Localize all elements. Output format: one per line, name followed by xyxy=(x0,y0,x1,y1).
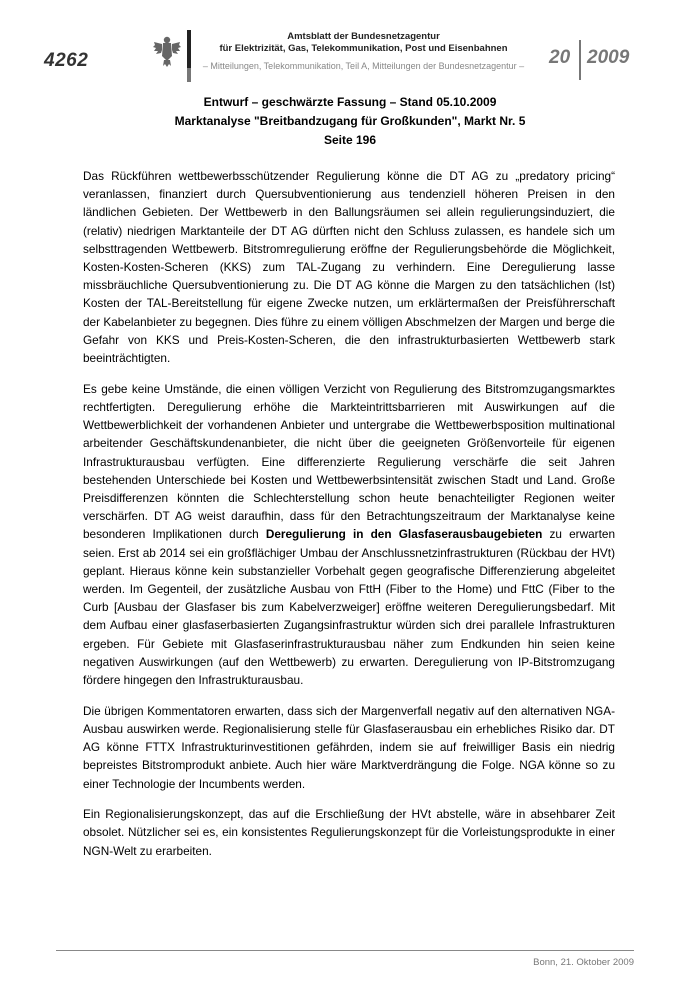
paragraph-3: Die übrigen Kommentatoren erwarten, dass sich der Margenverfall negativ auf den alternativen NGA-Ausbau auswirken werde. Regionalisierung stelle für Glasfaserausbau ein erhebliches Risiko dar. DT AG könne FTTX Infrastrukturinvestitionen gefährden, indem sie auf freiwilliger Basis ein niedrig bepreistes Bitstromprodukt anbiete. Auch hier wäre Marktverdrängung die Folge. NGA könne so zu einer Technologie der Incumbents werden. xyxy=(83,703,615,791)
footer-divider xyxy=(56,950,634,951)
year-divider xyxy=(579,40,581,80)
paragraph-4: Ein Regionalisierungskonzept, das auf die Erschließung der HVt abstelle, wäre in absehbarer Zeit obsolet. Nützlicher sei es, ein konsistentes Regulierungskonzept für die Vorleistungsprodukte in einer NGN-Welt zu erarbeiten. xyxy=(83,807,615,858)
document-body xyxy=(83,167,615,872)
page-number: 4262 xyxy=(44,50,89,71)
masthead-section: – Mitteilungen, Telekommunikation, Teil A, Mitteilungen der Bundesnetzagentur – xyxy=(202,61,525,71)
federal-eagle-icon xyxy=(152,34,182,68)
market-analysis-title: Marktanalyse "Breitbandzugang für Großkunden", Markt Nr. 5 xyxy=(174,114,526,128)
issue-year-prefix: 20 xyxy=(549,47,571,68)
draft-status-title: Entwurf – geschwärzte Fassung – Stand 05.10.2009 xyxy=(203,95,497,109)
paragraph-2-text-b: zu erwarten seien. Erst ab 2014 sei ein großflächiger Umbau der Anschlussnetzinfrastrukturen (Rückbau der HVt) geplant. Hieraus könne kein substanzieller Vorbehalt gegen geografische Differenzierung abgeleitet werden. Im Gegenteil, der zusätzliche Ausbau von FttH (Fiber to the Home) und FttC (Fiber to the Curb [Ausbau der Glasfaser bis zum Kabelverzweiger] eröffne weiteren Deregulierungsbedarf. Mit dem Aufbau einer glasfaserbasierten Zugangsinfrastruktur würden sich drei parallele Infrastrukturen ergeben. Für Gebiete mit Glasfaserinfrastrukturausbau näher zum Endkunden hin seien keine negativen Auswirkungen (auf den Wettbewerb) zu erwarten. Deregulierung von IP-Bitstromzugang fördere hingegen den Infrastrukturausbau. xyxy=(83,527,616,687)
paragraph-2-bold: Deregulierung in den Glasfaserausbaugebieten xyxy=(265,527,543,542)
issue-year: 2009 xyxy=(587,47,630,68)
header-divider xyxy=(187,30,191,82)
masthead xyxy=(196,31,531,72)
masthead-subtitle: für Elektrizität, Gas, Telekommunikation, Post und Eisenbahnen xyxy=(219,43,508,54)
paragraph-2-text-a: Es gebe keine Umstände, die einen völligen Verzicht von Regulierung des Bitstromzugangsmarktes rechtfertigten. Deregulierung erhöhe die Markteintrittsbarrieren mit Auswirkungen auf die Wettbewerblichkeit der vorhandenen Anbieter und untergrabe die Wettbewerbsposition multinational arbeitender Geschäftskundenanbieter, die nicht über die geeigneten Größenvorteile für eigenen Infrastrukturausbau verfügten. Eine differenzierte Regulierung verschärfe die seit Jahren bestehenden Unterschiede bei Kosten und Wettbewerbsintensität zwischen Stadt und Land. Große Preisdifferenzen könnten die Schlechterstellung schon heute benachteiligter Regionen weiter verschärfen. DT AG weist daraufhin, dass für den Betrachtungszeitraum der Marktanalyse keine besonderen Implikationen durch xyxy=(83,381,615,542)
masthead-title: Amtsblatt der Bundesnetzagentur xyxy=(287,31,440,42)
internal-page-title: Seite 196 xyxy=(323,133,377,147)
document-titles xyxy=(80,93,620,150)
paragraph-1: Das Rückführen wettbewerbsschützender Regulierung könne die DT AG zu „predatory pricing“ veranlassen, finanziert durch Quersubventionierung aus tendenziell höheren Preisen in den ländlichen Gebieten. Der Wettbewerb in den Ballungsräumen sei allein regulierungsinduziert, die (relativ) niedrigen Marktanteile der DT AG dürften nicht den Schluss zulassen, es handele sich um selbsttragenden Wettbewerb. Bitstromregulierung eröffne der Regulierungsbehörde die Möglichkeit, Kosten-Kosten-Scheren (KKS) zum TAL-Zugang zu verhindern. Eine Deregulierung lasse missbräuchliche Quersubventionierung zu. Die DT AG könne die Margen zu den tatsächlichen (Ist) Kosten der TAL-Bereitstellung für eigene Zwecke nutzen, um erklärtermaßen der Preisführerschaft der Kabelanbieter zu begegnen. Dies führe zu einem völligen Abschmelzen der Margen und berge die Gefahr von KKS und Preis-Kosten-Scheren, die den infrastrukturbasierten Wettbewerb stark beeinträchtigten. xyxy=(83,169,615,366)
footer-date: Bonn, 21. Oktober 2009 xyxy=(533,957,634,968)
paragraph-2 xyxy=(83,380,615,689)
